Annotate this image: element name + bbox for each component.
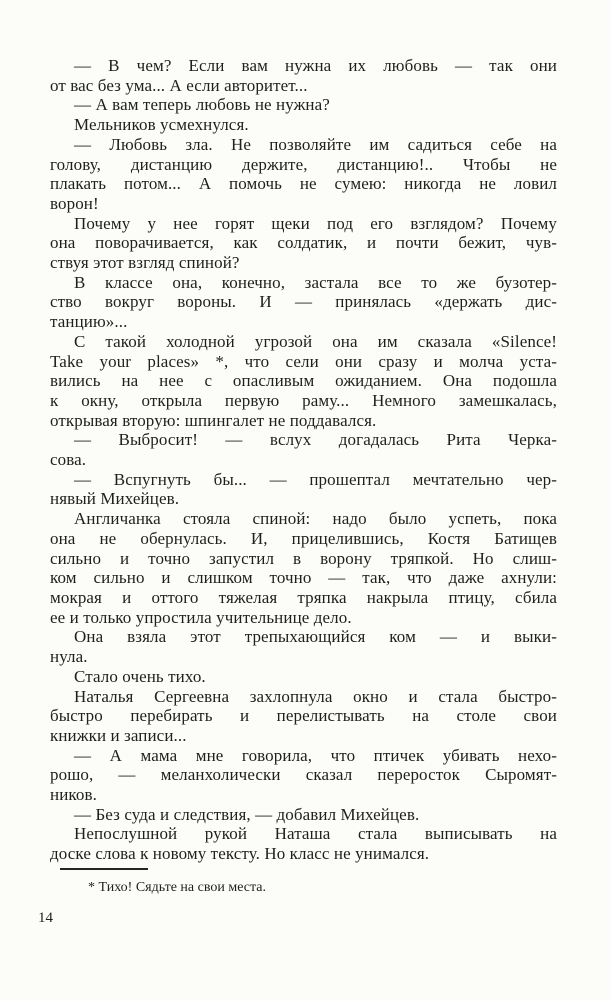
text-line: рошо, — меланхолически сказал переросток Сыромят- [50,765,557,785]
text-line: открывая вторую: шпингалет не поддавался. [50,410,377,430]
text-line: быстро перебирать и перелистывать на столе свои [50,706,557,726]
text-line: сова. [50,450,87,470]
text-line: сильно и точно запустил в ворону тряпкой. Но слиш- [50,548,557,568]
text-line: она не обернулась. И, прицелившись, Костя Батищев [50,528,557,548]
text-line: ство вокруг вороны. И — принялась «держать дис- [50,292,557,312]
text-line: — Любовь зла. Не позволяйте им садиться себе на [74,134,557,154]
text-line: книжки и записи... [50,725,187,745]
text-line: — А мама мне говорила, что птичек убивать нехо- [74,745,557,765]
text-line: — Вспугнуть бы... — прошептал мечтательно чер- [74,469,557,489]
text-line: от вас без ума... А если авторитет... [50,75,308,95]
text-line: нявый Михейцев. [50,489,180,509]
text-line: ворон! [50,193,99,213]
footnote-text: Тихо! Сядьте на свои места. [98,879,266,895]
text-line: Англичанка стояла спиной: надо было успеть, пока [74,509,557,529]
text-line: ее и только упростила учительнице дело. [50,607,352,627]
text-line: Непослушной рукой Наташа стала выписывать на [74,824,557,844]
text-line: ствуя этот взгляд спиной? [50,253,240,273]
footnote-rule [60,868,148,870]
text-line: Take your places» *, что сели они сразу и молча уста- [50,351,557,371]
text-line: — В чем? Если вам нужна их любовь — так они [74,56,557,75]
page-number: 14 [38,909,53,926]
text-line: танцию»... [50,312,128,332]
text-line: — Без суда и следствия, — добавил Михейцев. [74,804,420,824]
text-line: Стало очень тихо. [74,666,206,686]
text-line: Наталья Сергеевна захлопнула окно и стала быстро- [74,686,557,706]
text-line: С такой холодной угрозой она им сказала «Silence! [74,331,557,351]
text-line: она поворачивается, как солдатик, и почти бежит, чув- [50,233,557,253]
text-line: Она взяла этот трепыхающийся ком — и выки- [74,627,557,647]
text-line: плакать потом... А помочь не сумею: никогда не ловил [50,174,557,194]
text-line: Мельников усмехнулся. [74,115,249,135]
text-line: нула. [50,647,88,667]
text-line: — А вам теперь любовь не нужна? [74,95,330,115]
text-line: — Выбросит! — вслух догадалась Рита Черка- [74,430,557,450]
body-text [50,56,557,864]
text-line: вились на нее с опасливым ожиданием. Она подошла [50,371,557,391]
text-line: В классе она, конечно, застала все то же бузотер- [74,272,557,292]
text-line: ком сильно и слишком точно — так, что даже ахнули: [50,568,557,588]
text-line: Почему у нее горят щеки под его взглядом? Почему [74,213,557,233]
text-line: ников. [50,785,97,805]
text-line: к окну, открыла первую раму... Немного замешкалась, [50,390,557,410]
footnote [50,879,557,896]
text-line: голову, дистанцию держите, дистанцию!.. Чтобы не [50,154,557,174]
text-line: доске слова к новому тексту. Но класс не унимался. [50,844,430,864]
footnote-marker: * [88,879,95,895]
text-line: мокрая и оттого тяжелая тряпка накрыла птицу, сбила [50,587,557,607]
